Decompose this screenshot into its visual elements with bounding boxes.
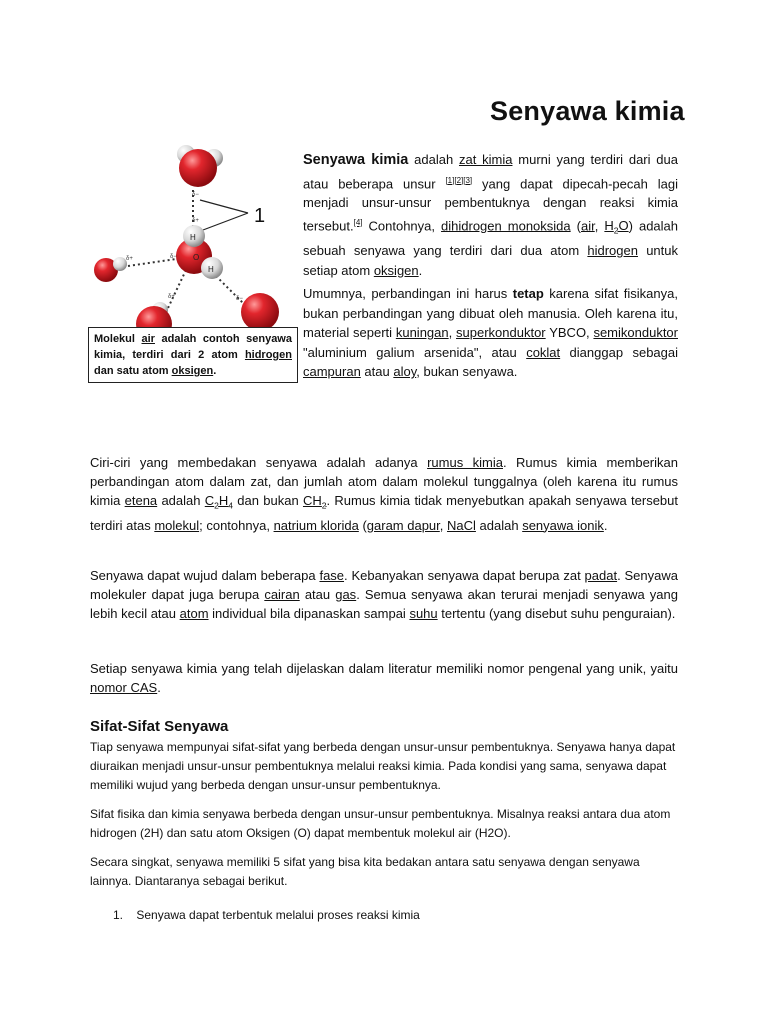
list-item: 1. Senyawa dapat terbentuk melalui proses reaksi kimia <box>113 908 420 922</box>
formula-ch2[interactable]: $CH_2$ <box>302 493 327 511</box>
link-etena[interactable]: etena <box>124 493 158 508</box>
charge-label: δ+ <box>168 294 175 300</box>
link-hidrogen[interactable]: hidrogen <box>244 349 292 361</box>
oxygen-atom <box>241 293 279 331</box>
link-dihidrogen-monoksida[interactable]: dihidrogen monoksida <box>441 218 571 234</box>
oxygen-atom <box>179 149 217 187</box>
paragraph-ciri-ciri: Ciri-ciri yang membedakan senyawa adalah adanya rumus kimia. Rumus kimia memberikan perbandingan atom dalam zat, dan jumlah atom dalam molekul tunggalnya (oleh karena itu rumus kimia etena adalah $C_2H_4$ dan bukan $CH_2$. Rumus kimia tidak menyebutkan apakah senyawa tersebut terdiri atas molekul; contohnya, natrium klorida (garam dapur, NaCl adalah senyawa ionik. <box>90 455 678 533</box>
atom-label-h: H <box>208 265 214 274</box>
section-heading: Sifat-Sifat Senyawa <box>90 718 229 735</box>
link-oksigen[interactable]: oksigen <box>171 365 214 377</box>
charge-label: δ+ <box>192 218 199 224</box>
link-cairan[interactable]: cairan <box>264 587 300 602</box>
link-semikonduktor[interactable]: semikonduktor <box>593 325 678 340</box>
link-h2o[interactable]: $H_2O$ <box>604 218 629 236</box>
link-molekul[interactable]: molekul <box>154 517 200 533</box>
charge-label: δ+ <box>126 256 133 262</box>
link-superkonduktor[interactable]: superkonduktor <box>456 325 546 340</box>
link-hidrogen[interactable]: hidrogen <box>587 243 638 259</box>
link-air[interactable]: air <box>581 218 595 234</box>
paragraph-sifat-1: Tiap senyawa mempunyai sifat-sifat yang berbeda dengan unsur-unsur pembentuknya. Senyawa hanya dapat diuraikan menjadi unsur-unsur pembentuknya melalui reaksi kimia. Pada kondisi yang sama, senyawa dapat memiliki wujud yang berbeda dengan unsur-unsur pembentuknya. <box>90 740 676 792</box>
link-coklat[interactable]: coklat <box>526 344 561 360</box>
paragraph-sifat-3: Secara singkat, senyawa memiliki 5 sifat yang bisa kita bedakan antara satu senyawa dengan senyawa lainnya. Diantaranya sebagai berikut. <box>90 855 640 888</box>
link-senyawa-ionik[interactable]: senyawa ionik <box>522 517 604 533</box>
figure-caption: Molekul air adalah contoh senyawa kimia, terdiri dari 2 atom hidrogen dan satu atom oksigen. <box>88 327 298 383</box>
link-atom[interactable]: atom <box>179 606 209 621</box>
link-zat-kimia[interactable]: zat kimia <box>458 152 513 167</box>
atom-label-h: H <box>190 233 196 242</box>
lead-term: Senyawa kimia <box>303 152 409 168</box>
paragraph-fase: Senyawa dapat wujud dalam beberapa fase. Kebanyakan senyawa dapat berupa zat padat. Senyawa molekuler dapat juga berupa cairan atau gas. Semua senyawa akan terurai menjadi senyawa yang lebih kecil atau atom individual bila dipanaskan sampai suhu tertentu (yang disebut suhu penguraian). <box>90 568 678 621</box>
paragraph-sifat-2: Sifat fisika dan kimia senyawa berbeda dengan unsur-unsur pembentuknya. Misalnya reaksi antara dua atom hidrogen (2H) dan satu atom Oksigen (O) dapat membentuk molekul air (H2O). <box>90 807 671 840</box>
charge-label: δ− <box>236 296 243 302</box>
formula-c2h4[interactable]: $C_2H_4$ <box>204 493 234 511</box>
charge-label: δ− <box>192 192 199 198</box>
paragraph-perbandingan: Umumnya, perbandingan ini harus tetap karena sifat fisikanya, bukan perbandingan yang dibuat oleh manusia. Oleh karena itu, material seperti kuningan, superkonduktor YBCO, semikonduktor "aluminium galium arsenida", atau coklat dianggap sebagai campuran atau aloy, bukan senyawa. <box>303 286 679 379</box>
link-gas[interactable]: gas <box>335 587 357 602</box>
charge-label: δ− <box>170 254 177 260</box>
figure-label-1: 1 <box>254 205 266 227</box>
link-kuningan[interactable]: kuningan <box>395 325 449 340</box>
link-rumus-kimia[interactable]: rumus kimia <box>427 455 503 470</box>
link-aloy[interactable]: aloy <box>393 364 417 379</box>
hydrogen-atom <box>113 257 127 271</box>
link-suhu[interactable]: suhu <box>409 606 438 621</box>
link-padat[interactable]: padat <box>584 568 618 583</box>
page-title: Senyawa kimia <box>490 96 685 126</box>
intro-paragraph: Senyawa kimia adalah zat kimia murni yang terdiri dari dua atau beberapa unsur [1][2][3] yang dapat dipecah-pecah lagi menjadi unsur-unsur pembentuknya dengan reaksi kimia tersebut.[4] Contohnya, dihidrogen monoksida (air, $H_2O$) adalah sebuah senyawa yang terdiri dari dua atom hidrogen untuk setiap atom oksigen. <box>303 152 679 278</box>
link-fase[interactable]: fase <box>319 568 345 583</box>
link-natrium-klorida[interactable]: natrium klorida <box>273 517 359 533</box>
link-nacl[interactable]: NaCl <box>447 517 476 533</box>
link-campuran[interactable]: campuran <box>303 364 361 379</box>
link-nomor-cas[interactable]: nomor CAS <box>90 680 158 695</box>
link-air[interactable]: air <box>141 333 155 345</box>
link-oksigen[interactable]: oksigen <box>373 262 419 278</box>
link-garam-dapur[interactable]: garam dapur <box>366 517 440 533</box>
paragraph-cas: Setiap senyawa kimia yang telah dijelaskan dalam literatur memiliki nomor pengenal yang unik, yaitu nomor CAS. <box>90 661 678 695</box>
atom-label-o: O <box>193 253 200 262</box>
reference-links[interactable]: [1][2][3] <box>445 175 473 185</box>
reference-link-4[interactable]: [4] <box>353 217 363 227</box>
